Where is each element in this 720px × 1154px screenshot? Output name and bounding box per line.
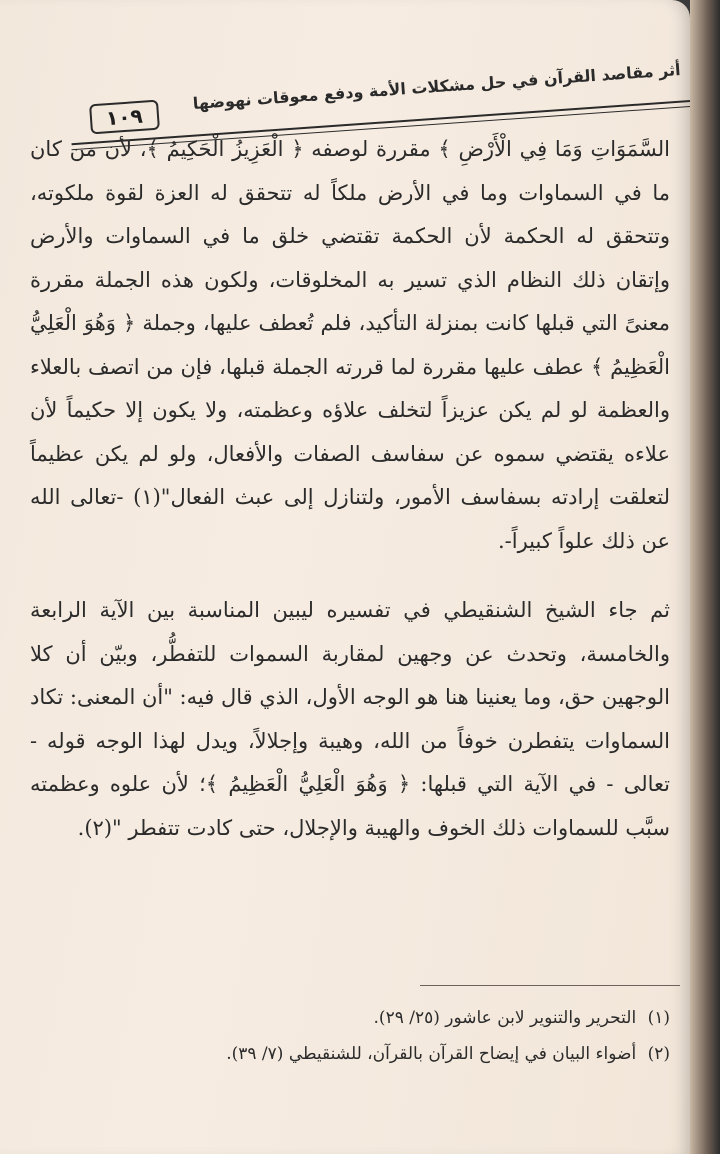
text-line: الفعال"(١) -تعالى الله عن ذلك علواً كبيراً-. (30, 485, 670, 553)
running-title: أثر مقاصد القرآن في حل مشكلات الأمة ودفع معوقات نهوضها (192, 60, 682, 114)
text-line: فلم تُعطف عليها، وجملة ﴿ وَهُوَ الْعَلِيُّ الْعَظِيمُ ﴾ عطف عليها مقررة لما قررته الجملة (30, 311, 670, 379)
footnote-number: (١) (647, 1008, 670, 1028)
text-line: وما في الأرض ملكاً له تتحقق له العزة لقوة ملكوته، وتتحقق له الحكمة لأن (30, 180, 670, 248)
text-line: التي قبلها: ﴿ وَهُوَ الْعَلِيُّ الْعَظِيمُ ﴾؛ لأن علوه وعظمته سبَّب للسماوات ذلك الخوف (30, 772, 670, 840)
footnote-text: التحرير والتنوير لابن عاشور (٢٥/ ٢٩). (373, 1008, 637, 1028)
page-edge-shadow (690, 0, 720, 1154)
footnote-number: (٢) (647, 1044, 670, 1064)
main-text (30, 128, 670, 850)
page-header (60, 60, 700, 130)
text-line: يتفطرن خوفاً من الله، وهيبة وإجلالاً، ويدل لهذا الوجه قوله - تعالى - في الآية (30, 728, 670, 796)
footnotes (30, 1000, 670, 1072)
text-line: ولا يكون إلا حكيماً لأن علاءه يقتضي سموه عن سفاسف الصفات والأفعال، (30, 398, 670, 466)
page-number: ١٠٩ (89, 100, 160, 135)
footnote-separator (420, 985, 680, 986)
footnote-text: أضواء البيان في إيضاح القرآن بالقرآن، للشنقيطي (٧/ ٣٩). (226, 1044, 637, 1064)
text-line: حق، وما يعنينا هنا هو الوجه الأول، الذي قال فيه: "أن المعنى: تكاد السماوات (30, 685, 670, 753)
paragraph-2 (30, 589, 670, 850)
text-line: والهيبة والإجلال، حتى كادت تتفطر "(٢). (77, 815, 421, 840)
text-line: ولو لم يكن عظيماً لتعلقت إرادته بسفاسف الأمور، ولتنازل إلى عبث (30, 441, 671, 509)
text-line: السَّمَوَاتِ وَمَا فِي الْأَرْضِ ﴾ مقررة لوصفه ﴿ الْعَزِيزُ الْحَكِيمُ ﴾، لأن من كان ما في السماوات (30, 137, 670, 205)
footnote-1 (30, 1000, 670, 1036)
text-line: ثم جاء الشيخ الشنقيطي في تفسيره ليبين المناسبة بين الآية الرابعة (30, 598, 670, 622)
text-line: قبلها، فإن من اتصف بالعلاء والعظمة لو لم يكن عزيزاً لتخلف علاؤه وعظمته، (30, 354, 671, 422)
paragraph-1 (30, 128, 670, 563)
footnote-2 (30, 1036, 670, 1072)
text-line: والخامسة، وتحدث عن وجهين لمقاربة السموات للتفطُّر، وبيّن أن كلا الوجهين (30, 641, 670, 709)
text-line: المخلوقات، ولكون هذه الجملة مقررة معنىً التي قبلها كانت بمنزلة التأكيد، (30, 267, 670, 335)
text-line: الحكمة تقتضي خلق ما في السماوات والأرض وإتقان ذلك النظام الذي تسير به (30, 224, 670, 292)
